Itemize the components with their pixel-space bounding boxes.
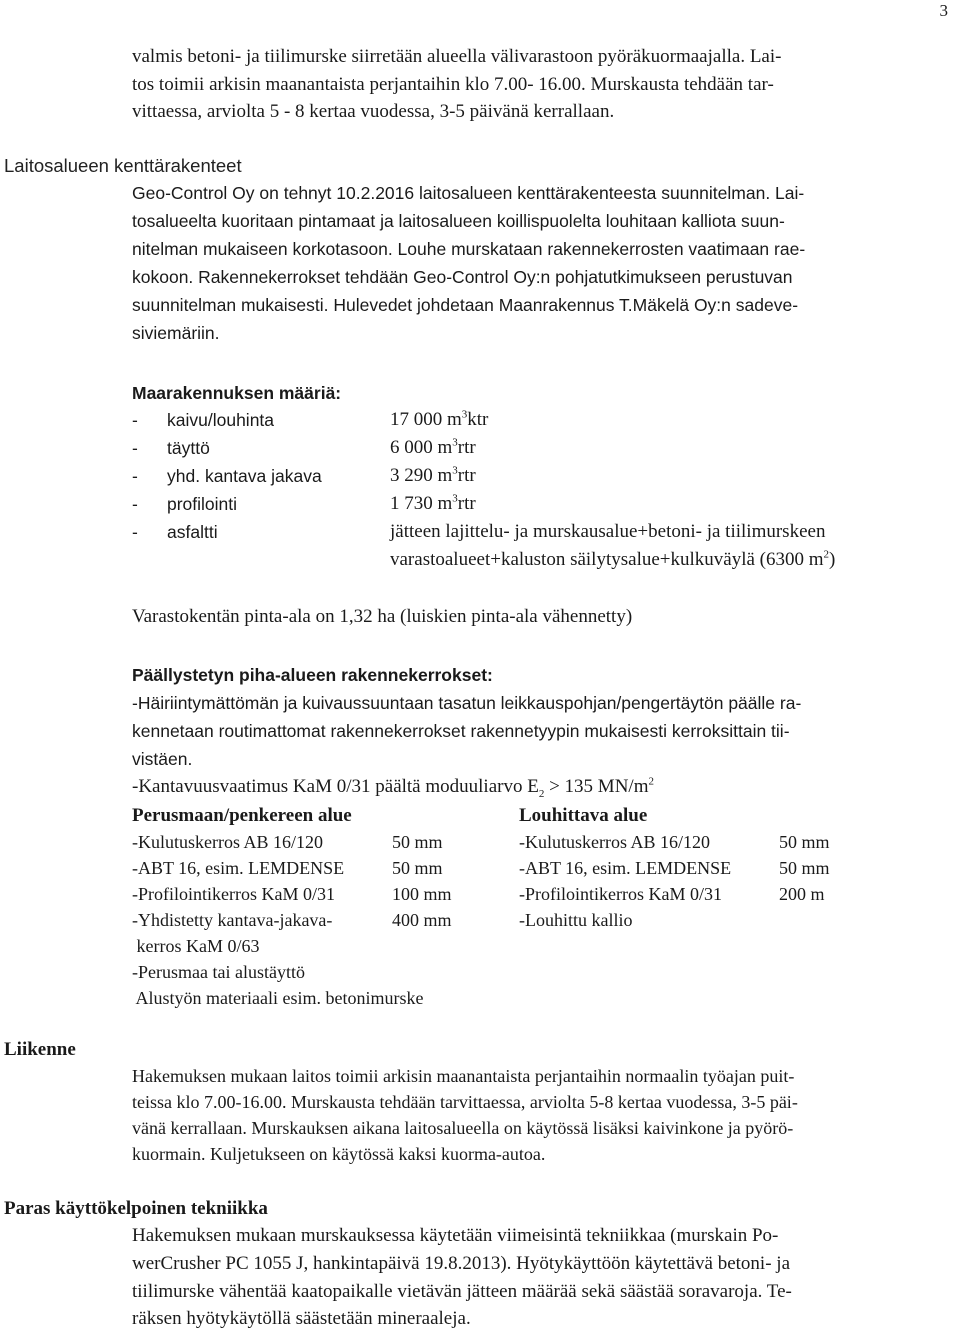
layer-name: -Kulutuskerros AB 16/120 (132, 832, 323, 852)
earthworks-dash: - (132, 438, 138, 458)
page-number: 3 (939, 1, 948, 20)
structures-line: tosalueelta kuoritaan pintamaat ja laitosalueen koillispuolelta louhitaan kalliota suun- (132, 211, 785, 231)
asphalt-description: jätteen lajittelu- ja murskausalue+betoni- ja tiilimurskeen (390, 521, 826, 542)
earthworks-dash: - (132, 410, 138, 430)
earthworks-dash: - (132, 522, 138, 542)
structures-line: kokoon. Rakennekerrokset tehdään Geo-Control Oy:n pohjatutkimukseen perustuvan (132, 267, 793, 287)
bat-line: räksen hyötykäytöllä säästetään mineraaleja. (132, 1308, 471, 1329)
structures-line: nitelman mukaiseen korkotasoon. Louhe murskataan rakennekerrosten vaatimaan rae- (132, 239, 806, 259)
layer-thickness: 200 m (779, 884, 825, 904)
layer-note: kerros KaM 0/63 (132, 936, 260, 956)
earthworks-value: 17 000 $m^3ktr$ (390, 408, 489, 430)
paving-line: -Häiriintymättömän ja kuivaussuuntaan tasatun leikkauspohjan/pengertäytön päälle ra- (132, 693, 802, 713)
traffic-line: vänä kerrallaan. Murskauksen aikana laitosalueella on käytössä lisäksi kaivinkone ja pyörö- (132, 1118, 794, 1138)
traffic-line: kuormain. Kuljetukseen on käytössä kaksi kuorma-autoa. (132, 1144, 546, 1164)
earthworks-label: kaivu/louhinta (167, 410, 275, 430)
earthworks-label: täyttö (167, 438, 210, 458)
earthworks-label: asfaltti (167, 522, 218, 542)
bat-line: werCrusher PC 1055 J, hankintapäivä 19.8.2013). Hyötykäyttöön käytettävä betoni- ja (132, 1253, 791, 1274)
intro-line: vittaessa, arviolta 5 - 8 kertaa vuodessa, 3-5 päivänä kerrallaan. (132, 101, 615, 122)
layer-thickness: 50 mm (392, 832, 443, 852)
traffic-line: Hakemuksen mukaan laitos toimii arkisin maanantaista perjantaihin normaalin työajan puit- (132, 1066, 795, 1086)
bat-line: tiilimurske vähentää kaatopaikalle vietävän jätteen määrää sekä säästää soravaroja. Te- (132, 1281, 792, 1302)
earthworks-dash: - (132, 466, 138, 486)
earthworks-value: 3 290 $m^3rtr$ (390, 464, 476, 486)
paving-line: vistäen. (132, 749, 193, 769)
structures-line: Geo-Control Oy on tehnyt 10.2.2016 laitosalueen kenttärakenteesta suunnitelman. Lai- (132, 183, 805, 203)
layer-name: -Yhdistetty kantava-jakava- (132, 910, 333, 930)
layer-name: -ABT 16, esim. LEMDENSE (519, 858, 732, 878)
paving-heading: Päällystetyn piha-alueen rakennekerrokset: (132, 665, 493, 685)
intro-line: tos toimii arkisin maanantaista perjantaihin klo 7.00- 16.00. Murskausta tehdään tar- (132, 74, 774, 95)
layer-name: -Profilointikerros KaM 0/31 (132, 884, 335, 904)
paving-line: kennetaan routimattomat rakennekerrokset rakennetyypin mukaisesti kerroksittain tii- (132, 721, 790, 741)
layer-thickness: 50 mm (392, 858, 443, 878)
right-column-heading: Louhittava alue (519, 805, 648, 826)
bat-heading: Paras käyttökelpoinen tekniikka (4, 1198, 268, 1219)
asphalt-description: varastoalueet+kaluston säilytysalue+kulkuväylä (6300 $m^2$) (390, 548, 836, 570)
layer-name: -Kulutuskerros AB 16/120 (519, 832, 710, 852)
bat-line: Hakemuksen mukaan murskauksessa käytetään viimeisintä tekniikkaa (murskain Po- (132, 1225, 779, 1246)
structures-line: siviemäriin. (132, 323, 220, 343)
layer-name: -ABT 16, esim. LEMDENSE (132, 858, 345, 878)
layer-thickness: 50 mm (779, 858, 830, 878)
earthworks-value: 1 730 $m^3rtr$ (390, 492, 476, 514)
earthworks-label: yhd. kantava jakava (167, 466, 322, 486)
layer-name: -Louhittu kallio (519, 910, 633, 930)
left-column-heading: Perusmaan/penkereen alue (132, 805, 352, 826)
structures-line: suunnitelman mukaisesti. Hulevedet johdetaan Maanrakennus T.Mäkelä Oy:n sadeve- (132, 295, 799, 315)
layer-name: -Profilointikerros KaM 0/31 (519, 884, 722, 904)
traffic-line: teissa klo 7.00-16.00. Murskausta tehdään tarvittaessa, arviolta 5-8 kertaa vuodessa, 3-5 päi- (132, 1092, 798, 1112)
structures-heading: Laitosalueen kenttärakenteet (4, 155, 242, 176)
earthworks-dash: - (132, 494, 138, 514)
layer-note: -Perusmaa tai alustäyttö (132, 962, 305, 982)
traffic-heading: Liikenne (4, 1039, 76, 1060)
layer-thickness: 100 mm (392, 884, 452, 904)
earthworks-value: 6 000 $m^3rtr$ (390, 436, 476, 458)
bearing-requirement: -Kantavuusvaatimus KaM 0/31 päältä moduuliarvo $E_2 > 135$ $MN/m^2$ (132, 775, 654, 800)
earthworks-heading: Maarakennuksen määriä: (132, 383, 342, 403)
layer-note: Alustyön materiaali esim. betonimurske (132, 988, 424, 1008)
layer-thickness: 50 mm (779, 832, 830, 852)
earthworks-label: profilointi (167, 494, 238, 514)
storage-area-text: Varastokentän pinta-ala on 1,32 ha (luiskien pinta-ala vähennetty) (132, 606, 633, 627)
intro-line: valmis betoni- ja tiilimurske siirretään alueella välivarastoon pyöräkuormaajalla. Lai- (132, 46, 782, 67)
layer-thickness: 400 mm (392, 910, 452, 930)
